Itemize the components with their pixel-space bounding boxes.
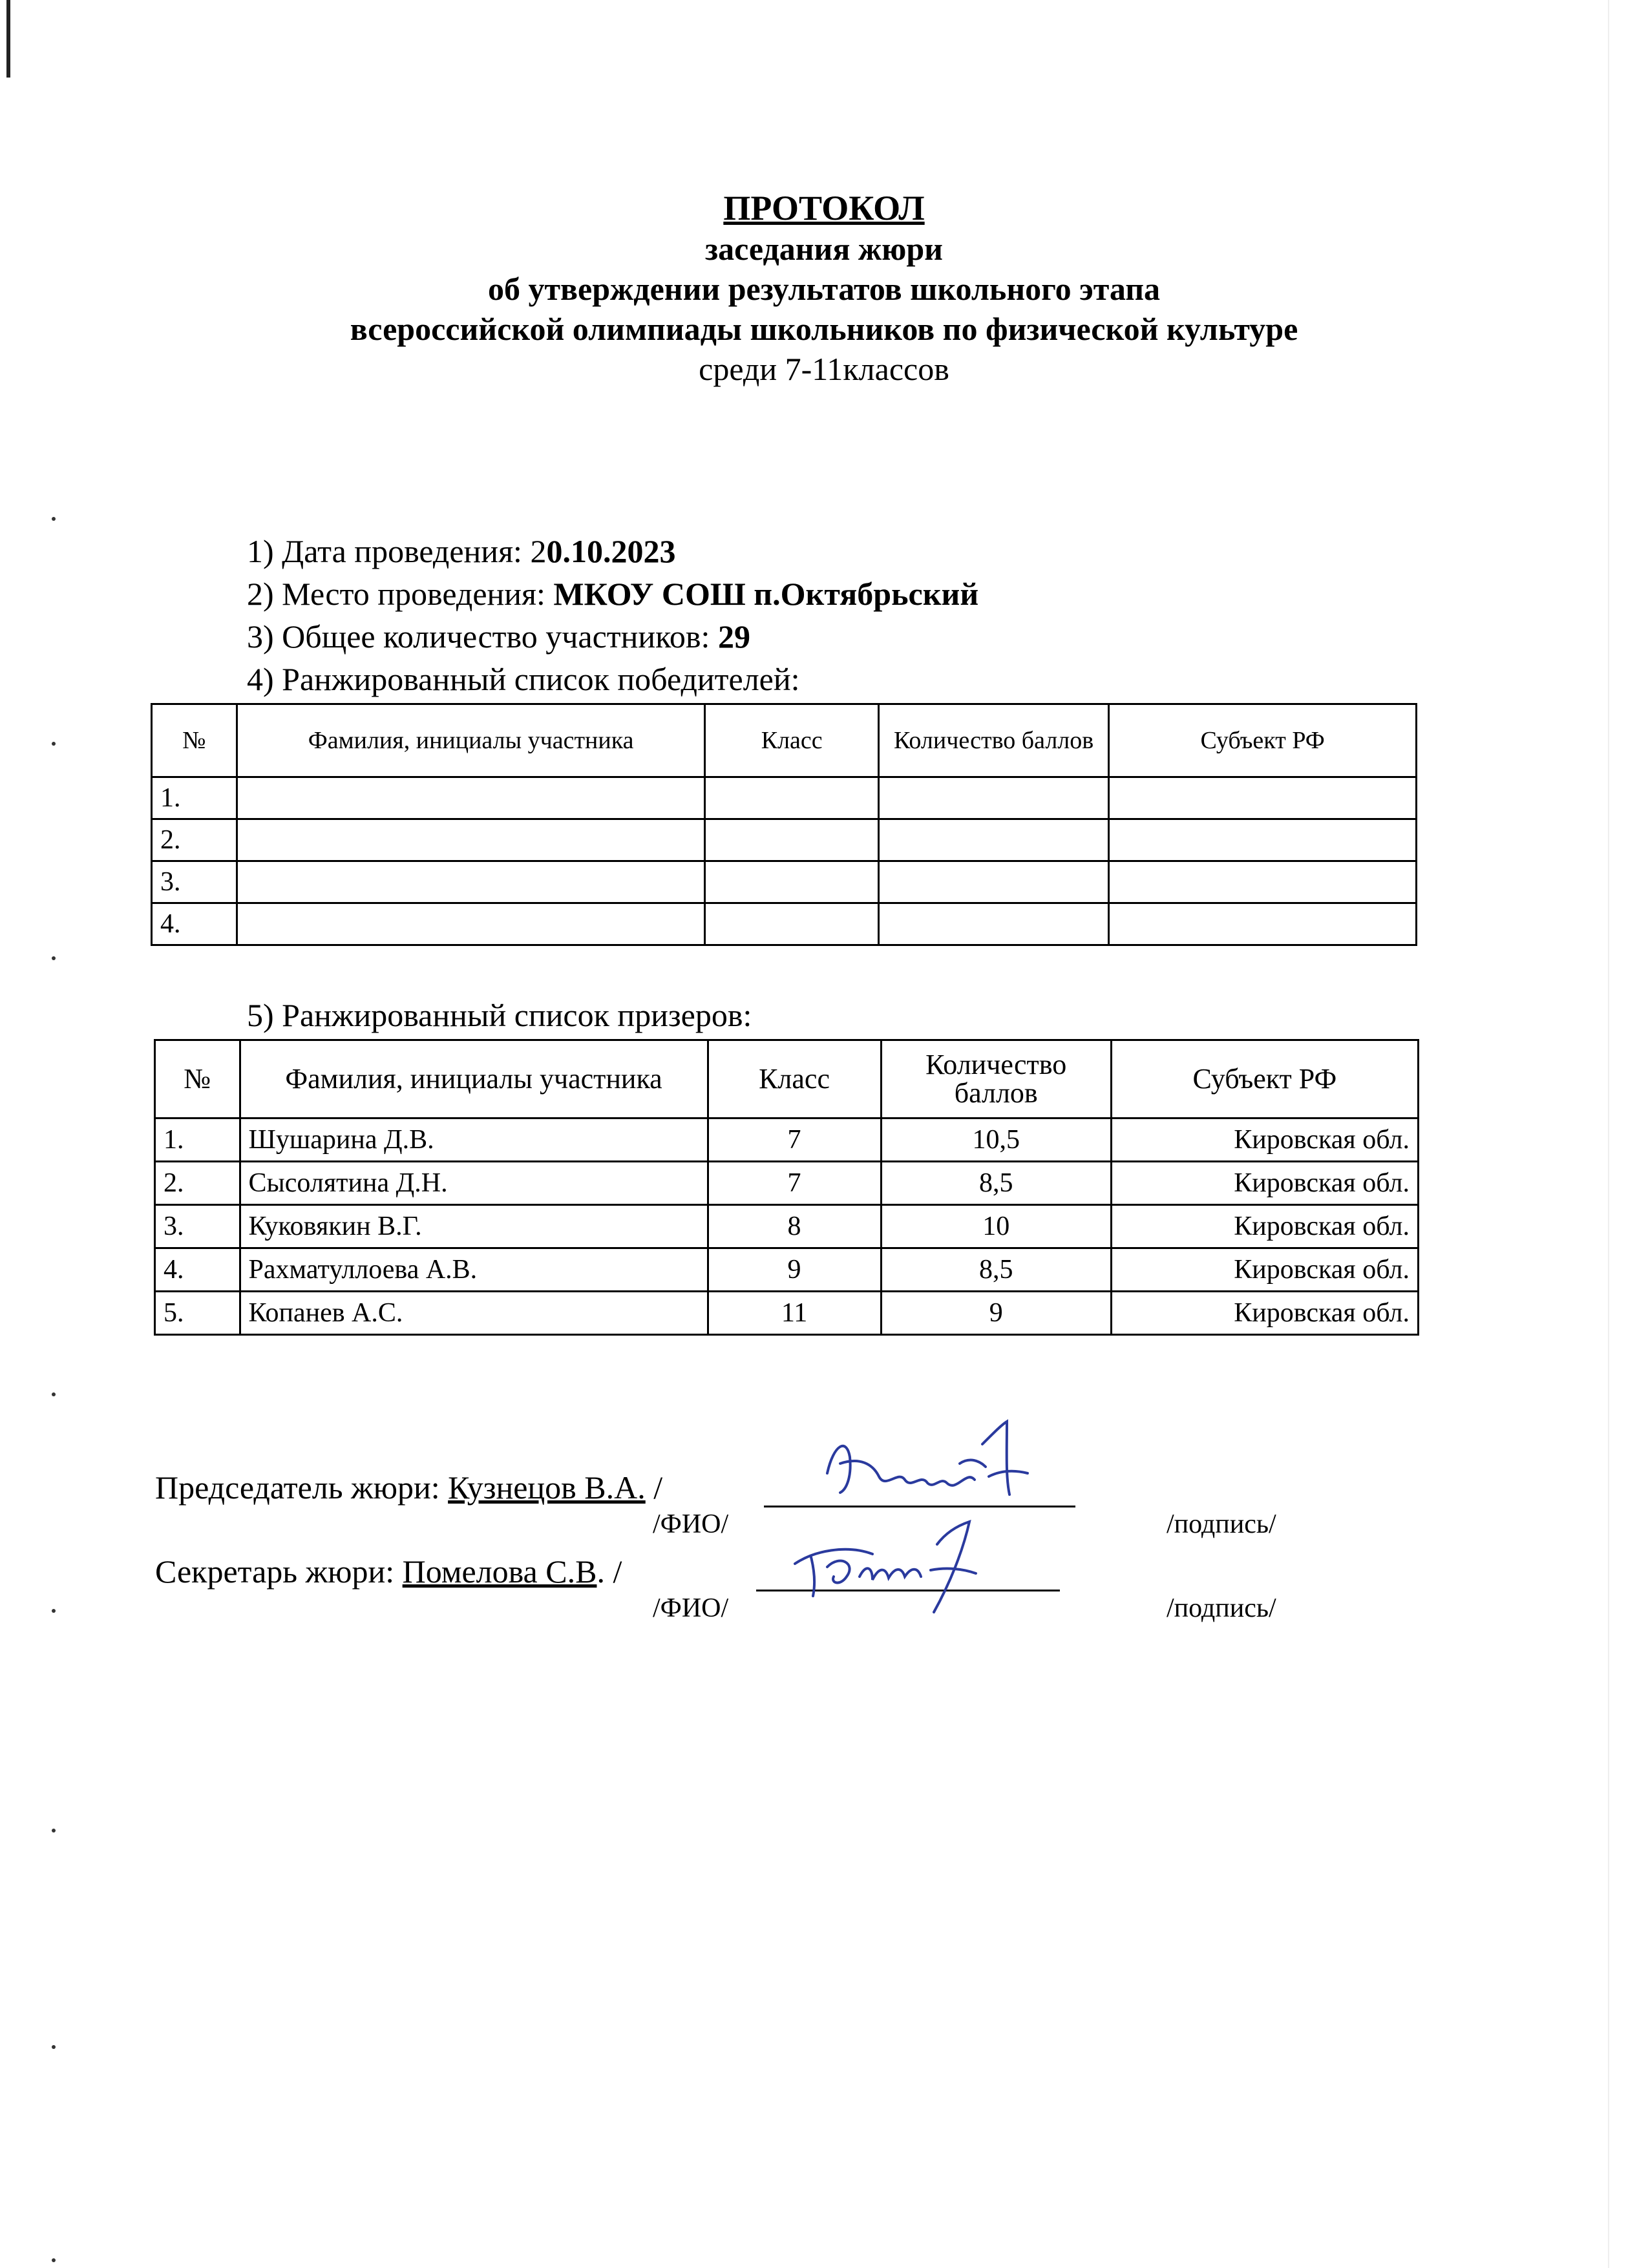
cell-name: Сысолятина Д.Н. (240, 1162, 708, 1205)
table-row (152, 861, 1417, 903)
cell-name (237, 903, 705, 945)
table-row (155, 1162, 1419, 1205)
table-row (155, 1292, 1419, 1335)
table-row (155, 1248, 1419, 1292)
scan-edge-mark (6, 0, 10, 78)
info-place (247, 572, 978, 615)
info-winners-heading: 4) Ранжированный список победителей: (247, 661, 800, 697)
cell-num: 4. (152, 903, 237, 945)
cell-score: 9 (881, 1292, 1111, 1335)
header-class: Класс (708, 1040, 881, 1118)
cell-subject (1109, 819, 1417, 861)
cell-num: 5. (155, 1292, 240, 1335)
secretary-sign-caption: /подпись/ (1167, 1593, 1276, 1623)
header-num: № (152, 704, 237, 777)
cell-score (878, 861, 1108, 903)
cell-class (705, 819, 878, 861)
info-count-label: 3) Общее количество участников: (247, 618, 718, 655)
cell-num: 4. (155, 1248, 240, 1292)
table-row (152, 903, 1417, 945)
title-line-3: об утверждении результатов школьного этапа (487, 271, 1161, 307)
chair-fio-caption: /ФИО/ (653, 1509, 729, 1539)
cell-num: 3. (155, 1205, 240, 1248)
cell-score: 8,5 (881, 1248, 1111, 1292)
chair-name: Кузнецов В.А. (448, 1469, 646, 1506)
secretary-handwritten-signature (776, 1506, 1021, 1622)
header-score: Количество баллов (881, 1040, 1111, 1118)
cell-num: 3. (152, 861, 237, 903)
cell-name: Шушарина Д.В. (240, 1118, 708, 1162)
document-title (0, 187, 1648, 389)
header-name: Фамилия, инициалы участника (237, 704, 705, 777)
table-row (155, 1205, 1419, 1248)
cell-class: 9 (708, 1248, 881, 1292)
cell-class (705, 903, 878, 945)
chair-separator: / (645, 1469, 663, 1506)
cell-score (878, 819, 1108, 861)
cell-name: Рахматуллоева А.В. (240, 1248, 708, 1292)
cell-name: Копанев А.С. (240, 1292, 708, 1335)
cell-name: Куковякин В.Г. (240, 1205, 708, 1248)
cell-score: 8,5 (881, 1162, 1111, 1205)
table-header-row (155, 1040, 1419, 1118)
header-num: № (155, 1040, 240, 1118)
info-count (247, 615, 978, 658)
secretary-separator: . / (597, 1553, 622, 1590)
scan-dot (52, 517, 56, 521)
cell-subject: Кировская обл. (1111, 1118, 1418, 1162)
chair-sign-caption: /подпись/ (1167, 1509, 1276, 1539)
cell-subject: Кировская обл. (1111, 1162, 1418, 1205)
header-score: Количество баллов (878, 704, 1108, 777)
info-date-label: 1) Дата проведения: 2 (247, 533, 547, 569)
title-line-4: всероссийской олимпиады школьников по физической культуре (350, 311, 1298, 347)
cell-subject (1109, 903, 1417, 945)
table-row (152, 777, 1417, 819)
cell-class: 11 (708, 1292, 881, 1335)
info-place-value: МКОУ СОШ п.Октябрьский (553, 576, 979, 612)
prizers-heading: 5) Ранжированный список призеров: (247, 997, 752, 1033)
cell-num: 1. (155, 1118, 240, 1162)
table-row (152, 819, 1417, 861)
protocol-info (247, 530, 978, 700)
scan-dot (52, 742, 56, 746)
cell-name (237, 819, 705, 861)
cell-score: 10 (881, 1205, 1111, 1248)
info-count-value: 29 (717, 618, 750, 655)
header-name: Фамилия, инициалы участника (240, 1040, 708, 1118)
cell-num: 2. (152, 819, 237, 861)
cell-num: 1. (152, 777, 237, 819)
header-subject: Субъект РФ (1109, 704, 1417, 777)
cell-subject (1109, 861, 1417, 903)
info-date (247, 530, 978, 572)
info-date-value: 0.10.2023 (546, 533, 676, 569)
cell-score (878, 903, 1108, 945)
chair-label: Председатель жюри: (155, 1469, 449, 1506)
table-row (155, 1118, 1419, 1162)
secretary-fio-caption: /ФИО/ (653, 1593, 729, 1623)
cell-subject: Кировская обл. (1111, 1292, 1418, 1335)
cell-subject: Кировская обл. (1111, 1205, 1418, 1248)
title-line-2: заседания жюри (705, 231, 943, 267)
chair-handwritten-signature (801, 1418, 1047, 1515)
chair-signature-line (155, 1468, 662, 1507)
table-header-row (152, 704, 1417, 777)
cell-class: 8 (708, 1205, 881, 1248)
cell-subject (1109, 777, 1417, 819)
secretary-name: Помелова С.В (402, 1553, 597, 1590)
cell-class: 7 (708, 1118, 881, 1162)
cell-score: 10,5 (881, 1118, 1111, 1162)
secretary-label: Секретарь жюри: (155, 1553, 403, 1590)
secretary-signature-line (155, 1552, 622, 1591)
prizers-table (154, 1039, 1419, 1336)
scan-dot (52, 1392, 56, 1396)
info-place-label: 2) Место проведения: (247, 576, 554, 612)
cell-subject: Кировская обл. (1111, 1248, 1418, 1292)
scan-dot (52, 1609, 56, 1613)
scan-dot (52, 2045, 56, 2049)
scan-dot (52, 2258, 56, 2262)
cell-class: 7 (708, 1162, 881, 1205)
cell-name (237, 861, 705, 903)
cell-score (878, 777, 1108, 819)
header-class: Класс (705, 704, 878, 777)
scan-dot (52, 956, 56, 960)
title-line-1: ПРОТОКОЛ (723, 189, 925, 227)
scan-dot (52, 1829, 56, 1832)
title-line-5: среди 7-11классов (699, 351, 949, 387)
cell-class (705, 777, 878, 819)
winners-table (151, 703, 1417, 946)
header-subject: Субъект РФ (1111, 1040, 1418, 1118)
cell-class (705, 861, 878, 903)
cell-name (237, 777, 705, 819)
cell-num: 2. (155, 1162, 240, 1205)
